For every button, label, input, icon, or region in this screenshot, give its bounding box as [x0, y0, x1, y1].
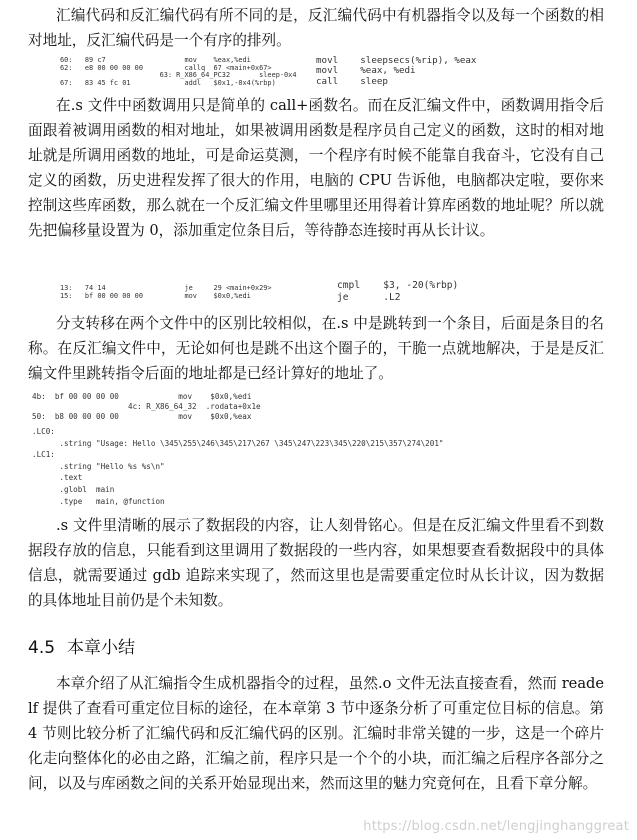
code-snippet-call [60, 57, 480, 91]
section-title: 本章小结 [67, 638, 136, 658]
code-snippet-branch [60, 280, 500, 307]
paragraph-summary: 本章介绍了从汇编指令生成机器指令的过程，虽然.o 文件无法直接查看，然而 readelf 提供了查看可重定位目标的途径，在本章第 3 节中逐条分析了可重定位目标的信息。第 4 节则比较分析了汇编代码和反汇编代码的区别。汇编时非常关键的一步，这是一个碎片化走向整体化的必由之路，汇编之前，程序只是一个个的小块，而汇编之后程序各部分之间，以及与库函数之间的关系开始显现出来，然而这里的魅力究竟何在，且看下章分解。 [28, 675, 604, 792]
disassembly-code: 4b: bf 00 00 00 00 mov $0x0,%edi 4c: R_X86_64_32 .rodata+0x1e 50: b8 00 00 00 00 mov $0x0,%eax [32, 392, 261, 421]
section-number: 4.5 [28, 638, 56, 658]
paragraph-function-call: 在.s 文件中函数调用只是简单的 call+函数名。而在反汇编文件中，函数调用指令后面跟着被调用函数的相对地址，如果被调用函数是程序员自己定义的函数，这时的相对地址就是所调用函数的地址，可是命运莫测，一个程序有时候不能靠自我奋斗，它没有自己定义的函数，历史进程发挥了很大的作用，电脑的 CPU 告诉他，电脑都决定啦，要你来控制这些库函数，那么就在一个反汇编文件里哪里还用得着计算库函数的地址呢？所以就先把偏移量设置为 0，添加重定位条目后，等待静态连接时再从长计议。 [28, 97, 604, 239]
paragraph-branch: 分支转移在两个文件中的区别比较相似，在.s 中是跳转到一个条目，后面是条目的名称。在反汇编文件中，无论如何也是跳不出这个圈子的，干脆一点就地解决，于是是反汇编文件里跳转指令后面的地址都是已经计算好的地址了。 [28, 315, 604, 382]
paragraph-data-section: .s 文件里清晰的展示了数据段的内容，让人刻骨铭心。但是在反汇编文件里看不到数据段存放的信息，只能看到这里调用了数据段的一些内容，如果想要查看数据段中的具体信息，就需要通过 gdb 追踪来实现了，然而这里也是需要重定位时从长计议，因为数据的具体地址目前仍是个未知数。 [28, 517, 604, 609]
paragraph-intro: 汇编代码和反汇编代码有所不同的是，反汇编代码中有机器指令以及每一个函数的相对地址，反汇编代码是一个有序的排列。 [28, 7, 604, 49]
disassembly-code: 13: 74 14 je 29 <main+0x29> 15: bf 00 00 00 00 mov $0x0,%edi [60, 284, 272, 300]
assembly-code: movl sleepsecs(%rip), %eax movl %eax, %edi call sleep [316, 55, 477, 87]
assembly-code: .LC0: .string "Usage: Hello \345\255\246\345\217\267 \345\247\223\345\220\215\357\274\201" .LC1: .string "Hello %s %s\n" .text .globl main .type main, @function [32, 427, 444, 506]
section-heading [28, 633, 135, 658]
disassembly-code: 60: 89 c7 mov %eax,%edi 62: e8 00 00 00 00 callq 67 <main+0x67> 63: R_X86_64_PC32 sleep-0x4 67: 83 45 fc 01 addl $0x1,-0x4(%rbp) [60, 56, 297, 87]
watermark: https://blog.csdn.net/lengjinghanggreat [363, 819, 629, 834]
code-snippet-data [32, 392, 612, 512]
assembly-code: cmpl $3, -20(%rbp) je .L2 [337, 280, 459, 303]
